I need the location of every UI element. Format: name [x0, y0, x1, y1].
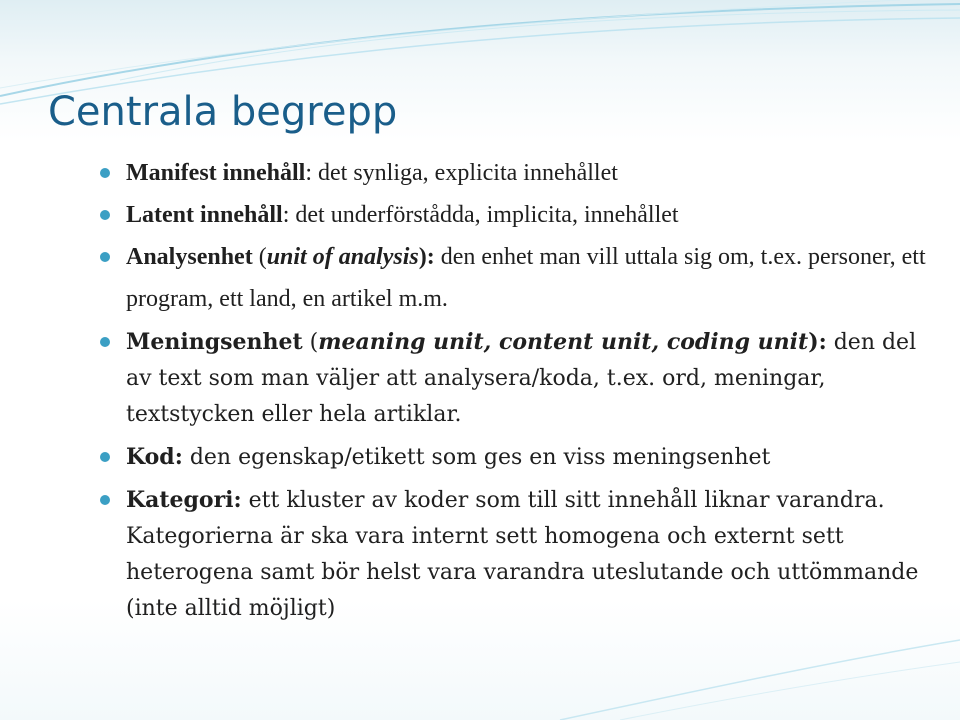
definition-analysenhet: den enhet man vill uttala sig om, t.ex. personer, ett program, ett land, en artikel m.m. [126, 244, 926, 312]
definition-kod: den egenskap/etikett som ges en viss meningsenhet [182, 445, 771, 470]
definition-manifest: det synliga, explicita innehållet [312, 160, 618, 186]
bullet-dot-icon [100, 495, 110, 505]
bullet-latent-content [126, 194, 926, 236]
bullet-dot-icon [100, 337, 110, 347]
term-latent: Latent innehåll [126, 202, 283, 228]
bullet-meaning-unit [126, 324, 926, 433]
term-manifest: Manifest innehåll [126, 160, 306, 186]
slide-title: Centrala begrepp [48, 89, 398, 135]
term-english: unit of analysis [266, 244, 419, 270]
term-kategori: Kategori: [126, 487, 242, 513]
paren-close: ): [808, 329, 827, 355]
bullet-code [126, 439, 926, 476]
bullet-list [126, 152, 926, 627]
paren-open: ( [302, 330, 319, 355]
term-meningsenhet: Meningsenhet [126, 329, 303, 355]
paren-close: ): [418, 244, 435, 270]
paren-open: ( [252, 244, 267, 270]
bullet-dot-icon [100, 452, 110, 462]
bullet-dot-icon [100, 168, 110, 178]
term-colon: : [282, 202, 290, 228]
term-english: meaning unit, content unit, coding unit [318, 329, 809, 355]
term-kod: Kod: [126, 444, 183, 470]
term-colon: : [305, 160, 313, 186]
bullet-dot-icon [100, 252, 110, 262]
bullet-manifest-content [126, 152, 926, 194]
bullet-dot-icon [100, 210, 110, 220]
definition-meningsenhet: den del av text som man väljer att analysera/koda, t.ex. ord, meningar, textstycken eller hela artiklar. [126, 330, 917, 427]
definition-latent: det underförstådda, implicita, innehållet [289, 202, 679, 228]
bullet-unit-of-analysis [126, 236, 926, 320]
definition-kategori: ett kluster av koder som till sitt innehåll liknar varandra. Kategorierna är ska vara internt sett homogena och externt sett heterogena samt bör helst vara varandra uteslutande och uttömmande (inte alltid möjligt) [126, 488, 919, 621]
bullet-category [126, 482, 926, 627]
term-analysenhet: Analysenhet [126, 244, 253, 270]
